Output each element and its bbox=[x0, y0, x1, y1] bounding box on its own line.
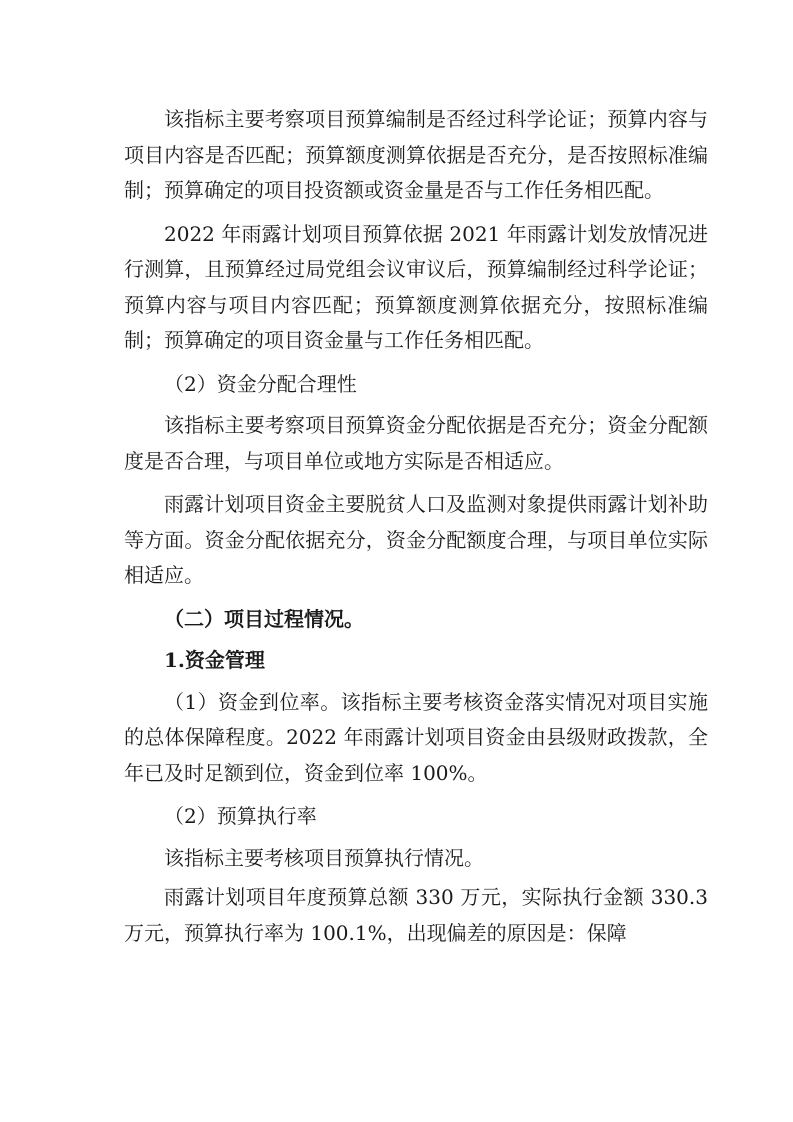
section-heading-process: （二）项目过程情况。 bbox=[164, 606, 364, 631]
subsection-heading-fund-management: 1.资金管理 bbox=[164, 648, 265, 672]
paragraph-budget-execution-result: 雨露计划项目年度预算总额 330 万元，实际执行金额 330.3 万元，预算执行率为 100.1%，出现偏差的原因是：保障 bbox=[124, 885, 708, 945]
subheading-budget-execution: （2）预算执行率 bbox=[164, 804, 317, 828]
paragraph-fund-allocation-result: 雨露计划项目资金主要脱贫人口及监测对象提供雨露计划补助等方面。资金分配依据充分，资金分配额度合理，与项目单位实际相适应。 bbox=[124, 492, 708, 587]
paragraph-budget-basis-2022: 2022 年雨露计划项目预算依据 2021 年雨露计划发放情况进行测算，且预算经过局党组会议审议后，预算编制经过科学论证；预算内容与项目内容匹配；预算额度测算依据充分，按照标准编制；预算确定的项目资金量与工作任务相匹配。 bbox=[124, 221, 708, 352]
paragraph-indicator-budget-execution: 该指标主要考核项目预算执行情况。 bbox=[164, 845, 484, 870]
paragraph-fund-arrival-rate: （1）资金到位率。该指标主要考核资金落实情况对项目实施的总体保障程度。2022 年雨露计划项目资金由县级财政拨款，全年已及时足额到位，资金到位率 100%。 bbox=[124, 689, 708, 785]
document-body bbox=[124, 102, 708, 959]
subheading-fund-allocation: （2）资金分配合理性 bbox=[164, 371, 357, 396]
paragraph-indicator-budget-compilation: 该指标主要考察项目预算编制是否经过科学论证；预算内容与项目内容是否匹配；预算额度测算依据是否充分，是否按照标准编制；预算确定的项目投资额或资金量是否与工作任务相匹配。 bbox=[124, 107, 708, 202]
paragraph-indicator-fund-allocation: 该指标主要考察项目预算资金分配依据是否充分；资金分配额度是否合理，与项目单位或地方实际是否相适应。 bbox=[124, 413, 708, 473]
